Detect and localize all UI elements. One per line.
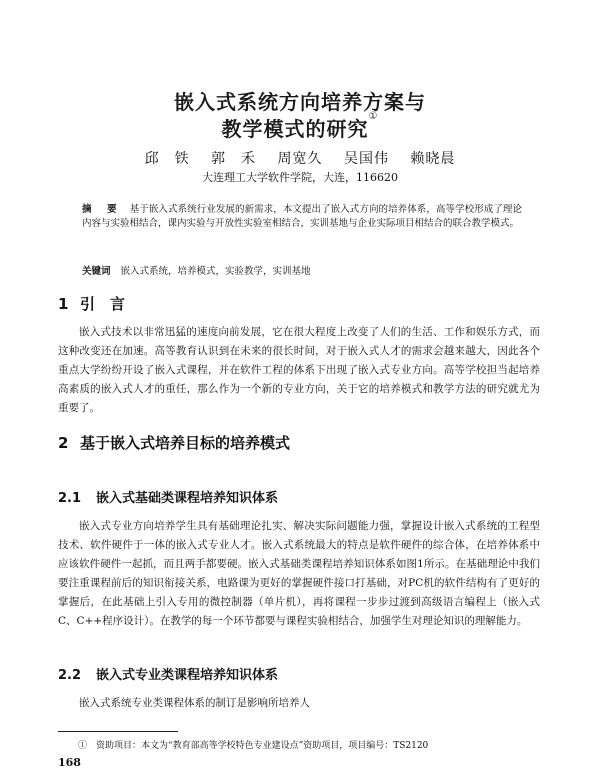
section-heading-2 xyxy=(58,432,290,453)
subsection-number: 2.2 xyxy=(58,668,82,683)
section-number: 2 xyxy=(58,434,69,452)
author-name: 吴国伟 xyxy=(343,151,389,167)
author-list xyxy=(0,148,600,168)
abstract-text: 基于嵌入式系统行业发展的新需求，本文提出了嵌入式方向的培养体系，高等学校形成了理论内容与实验相结合，课内实验与开放性实验室相结合，实训基地与企业实际项目相结合的联合教学模式。 xyxy=(82,204,522,229)
subsection-title: 嵌入式基础类课程培养知识体系 xyxy=(96,491,279,506)
keywords-text: 嵌入式系统，培养模式，实验教学，实训基地 xyxy=(120,266,311,277)
section-title: 基于嵌入式培养目标的培养模式 xyxy=(80,434,291,452)
body-paragraph-intro: 嵌入式技术以非常迅猛的速度向前发展，它在很大程度上改变了人们的生活、工作和娱乐方式，而这种改变还在加速。高等教育认识到在未来的很长时间，对于嵌入式人才的需求会越来越大，因此各个重点大学纷纷开设了嵌入式课程，并在软件工程的体系下出现了嵌入式专业方向。高等学校担当起培养高素质的嵌入式人才的重任，那么作为一个新的专业方向，关于它的培养模式和教学方法的研究就尤为重要了。 xyxy=(58,326,540,414)
section-title: 引 言 xyxy=(80,295,126,313)
body-paragraph-2-2: 嵌入式系统专业类课程体系的制订是影响所培养人 xyxy=(79,697,310,709)
author-name: 郭 禾 xyxy=(211,151,257,167)
section-heading-1 xyxy=(58,293,125,314)
abstract-label: 摘 要 xyxy=(82,204,120,215)
subsection-heading-2-2 xyxy=(58,664,278,683)
page-number: 168 xyxy=(58,756,81,769)
author-name: 赖晓晨 xyxy=(410,151,456,167)
keywords-block xyxy=(82,265,522,279)
subsection-title: 嵌入式专业类课程培养知识体系 xyxy=(96,668,279,683)
subsection-heading-2-1 xyxy=(58,487,278,506)
paper-title-line2-text: 教学模式的研究 xyxy=(221,117,369,141)
keywords-label: 关键词 xyxy=(82,266,111,277)
section-number: 1 xyxy=(58,295,69,313)
author-name: 邱 铁 xyxy=(144,151,190,167)
paper-title-line1: 嵌入式系统方向培养方案与 xyxy=(174,90,426,114)
author-name: 周宽久 xyxy=(277,151,323,167)
footnote: ① 资助项目：本文为“教育部高等学校特色专业建设点”资助项目，项目编号：TS2120 xyxy=(78,741,429,751)
footnote-divider xyxy=(58,731,178,732)
abstract-block xyxy=(82,203,522,231)
body-paragraph-2-1: 嵌入式专业方向培养学生具有基础理论扎实、解决实际问题能力强，掌握设计嵌入式系统的工程型技术、软件硬件于一体的嵌入式专业人才。嵌入式系统最大的特点是软件硬件的综合体，在培养体系中应该软件硬件一起抓，而且两手都要硬。嵌入式基础类课程培养知识体系如图1所示。在基础理论中我们要注重课程前后的知识衔接关系，电路课为更好的掌握硬件接口打基础，对PC机的软件结构有了更好的掌握后，在此基础上引入专用的微控制器（单片机），再将课程一步步过渡到高级语言编程上（嵌入式C、C++程序设计）。在教学的每一个环节都要与课程实验相结合，加强学生对理论知识的理解能力。 xyxy=(58,520,540,627)
title-footnote-mark: ① xyxy=(368,111,379,122)
paper-title-line2 xyxy=(0,113,600,142)
author-affiliation: 大连理工大学软件学院，大连，116620 xyxy=(202,171,398,184)
subsection-number: 2.1 xyxy=(58,491,82,506)
